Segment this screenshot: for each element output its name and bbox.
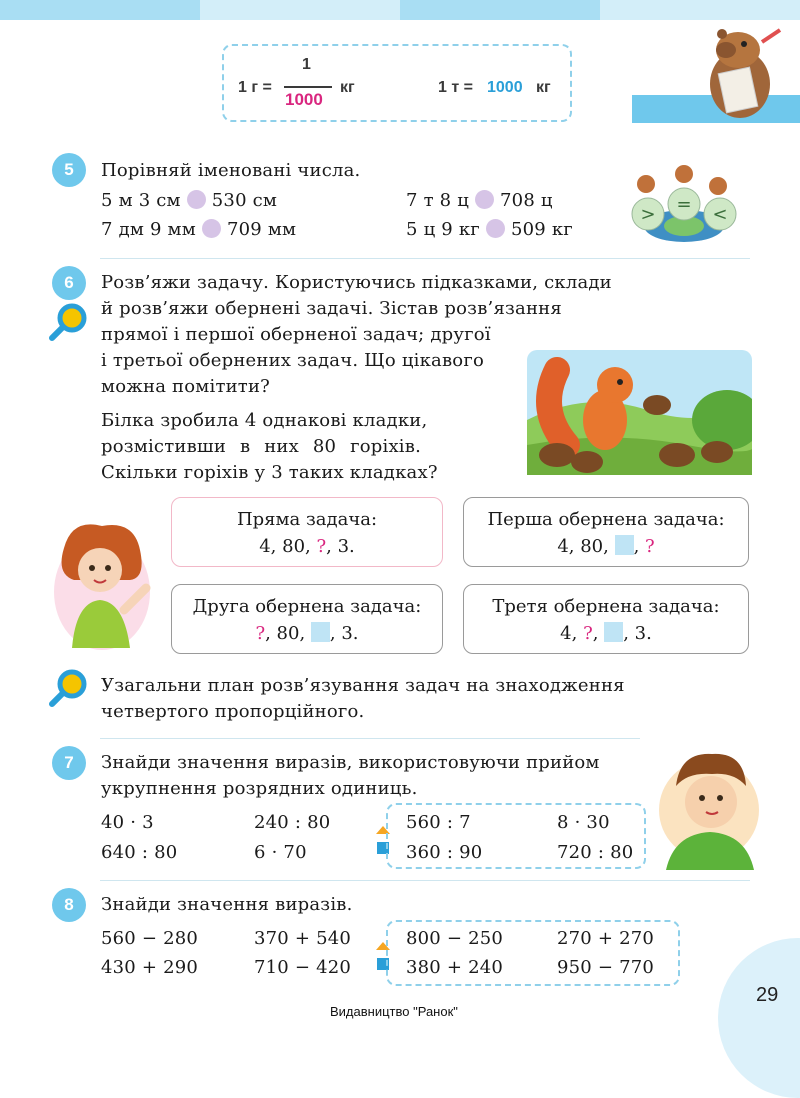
task8-instruction: Знайди значення виразів. [101, 894, 353, 915]
expr: 430 + 290 [101, 957, 199, 978]
task5-row2-right [406, 217, 573, 243]
task6-number: 6 [52, 266, 86, 300]
task6-problem-1: Білка зробила 4 однакові кладки, [101, 410, 428, 431]
answer-square[interactable] [615, 535, 634, 555]
expr: 720 : 80 [557, 842, 634, 863]
boy-illustration [656, 746, 762, 876]
unknown-mark: ? [316, 536, 327, 557]
card-inverse3-v2: , 3. [623, 623, 652, 644]
answer-square[interactable] [311, 622, 330, 642]
expr: 800 − 250 [406, 928, 504, 949]
fraction-bar [284, 86, 332, 88]
expr: 370 + 540 [254, 928, 352, 949]
expr: 560 − 280 [101, 928, 199, 949]
card-direct-v2: , 3. [326, 536, 355, 557]
generalize-line1: Узагальни план розв’язування задач на знаходження [101, 675, 625, 696]
card-inverse3-values [464, 620, 748, 647]
task6-line5: можна помітити? [101, 376, 270, 397]
formula-denominator: 1000 [285, 90, 323, 109]
expr: 710 − 420 [254, 957, 352, 978]
card-inverse2-v2: , 3. [329, 623, 359, 644]
task5-instruction: Порівняй іменовані числа. [101, 160, 361, 181]
formula-left-unit: кг [340, 79, 355, 96]
magnifier-icon [48, 668, 88, 708]
generalize-line2: четвертого пропорційного. [101, 701, 365, 722]
card-inverse3-v1: 4, [560, 623, 584, 644]
card-direct-task [171, 497, 443, 567]
expr: 6 · 70 [254, 842, 307, 863]
card-direct-v1: 4, 80, [259, 536, 317, 557]
unknown-mark: ? [645, 536, 655, 557]
task5-r1-d: 708 ц [500, 190, 553, 211]
expr: 380 + 240 [406, 957, 504, 978]
card-direct-title: Пряма задача: [236, 509, 378, 530]
page-number: 29 [756, 984, 779, 1006]
squirrel-illustration [527, 350, 752, 475]
formula-right-unit: кг [536, 79, 551, 96]
task5-row1-left [101, 188, 277, 214]
card-inverse-1 [463, 497, 749, 567]
task5-r1-b: 530 см [211, 190, 278, 211]
page-corner-circle [718, 938, 800, 1098]
expr: 270 + 270 [557, 928, 655, 949]
compare-slot[interactable] [187, 190, 206, 209]
task7-line1: Знайди значення виразів, використовуючи прийом [101, 752, 600, 773]
task7-line2: укрупнення розрядних одиниць. [101, 778, 418, 799]
task6-line1: Розв’яжи задачу. Користуючись підказками, склади [101, 272, 612, 293]
comparison-signs-illustration [628, 160, 740, 244]
top-stripe-1 [0, 0, 200, 20]
task8-number: 8 [52, 888, 86, 922]
card-inverse1-sep: , [633, 536, 646, 557]
task5-r2-d: 509 кг [510, 219, 573, 240]
expr: 40 · 3 [101, 812, 154, 833]
task5-r2-c: 5 ц 9 кг [406, 219, 480, 240]
formula-left-lhs: 1 г = [238, 79, 272, 96]
task5-r1-c: 7 т 8 ц [406, 190, 470, 211]
less-sign: < [712, 204, 728, 225]
card-inverse1-title: Перша обернена задача: [487, 509, 725, 530]
card-inverse2-v1: , 80, [265, 623, 311, 644]
task5-r2-a: 7 дм 9 мм [101, 219, 196, 240]
expr: 8 · 30 [557, 812, 610, 833]
card-inverse2-title: Друга обернена задача: [192, 596, 422, 617]
expr: 240 : 80 [254, 812, 331, 833]
expr: 640 : 80 [101, 842, 178, 863]
compare-slot[interactable] [475, 190, 494, 209]
unknown-mark: ? [583, 623, 593, 644]
expr: 560 : 7 [406, 812, 471, 833]
capybara-illustration [700, 22, 790, 122]
task5-row1-right [406, 188, 553, 214]
publisher: Видавництво "Ранок" [330, 1004, 458, 1019]
compare-slot[interactable] [202, 219, 221, 238]
task6-line3: прямої і першої оберненої задач; другої [101, 324, 491, 345]
top-stripe-2 [200, 0, 400, 20]
card-inverse1-v1: 4, 80, [557, 536, 615, 557]
card-inverse-3 [463, 584, 749, 654]
top-stripe-3 [400, 0, 600, 20]
answer-square[interactable] [604, 622, 623, 642]
separator [100, 880, 750, 881]
task5-row2-left [101, 217, 296, 243]
card-inverse1-values [464, 533, 748, 560]
task5-r1-a: 5 м 3 см [101, 190, 181, 211]
expr: 360 : 90 [406, 842, 483, 863]
expr: 950 − 770 [557, 957, 655, 978]
top-stripe-4 [600, 0, 800, 20]
magnifier-icon [48, 302, 88, 342]
separator [100, 738, 640, 739]
task6-line4: і третьої обернених задач. Що цікавого [101, 350, 485, 371]
task5-r2-b: 709 мм [226, 219, 297, 240]
task6-line2: й розв’яжи обернені задачі. Зістав розв’язання [101, 298, 562, 319]
card-direct-values [172, 533, 442, 560]
task6-problem-3: Скільки горіхів у 3 таких кладках? [101, 462, 438, 483]
formula-right-lhs: 1 т = [438, 79, 473, 96]
task6-problem-2: розмістивши в них 80 горіхів. [101, 436, 422, 457]
card-inverse3-title: Третя обернена задача: [492, 596, 720, 617]
card-inverse3-sep: , [592, 623, 605, 644]
card-inverse2-values [172, 620, 442, 647]
compare-slot[interactable] [486, 219, 505, 238]
task5-number: 5 [52, 153, 86, 187]
task7-number: 7 [52, 746, 86, 780]
greater-sign: > [640, 204, 656, 225]
unknown-mark: ? [255, 623, 266, 644]
equal-sign: = [676, 194, 692, 215]
separator [100, 258, 750, 259]
girl-illustration [42, 518, 154, 650]
card-inverse-2 [171, 584, 443, 654]
formula-right-value: 1000 [487, 79, 523, 96]
formula-numerator: 1 [302, 56, 311, 73]
